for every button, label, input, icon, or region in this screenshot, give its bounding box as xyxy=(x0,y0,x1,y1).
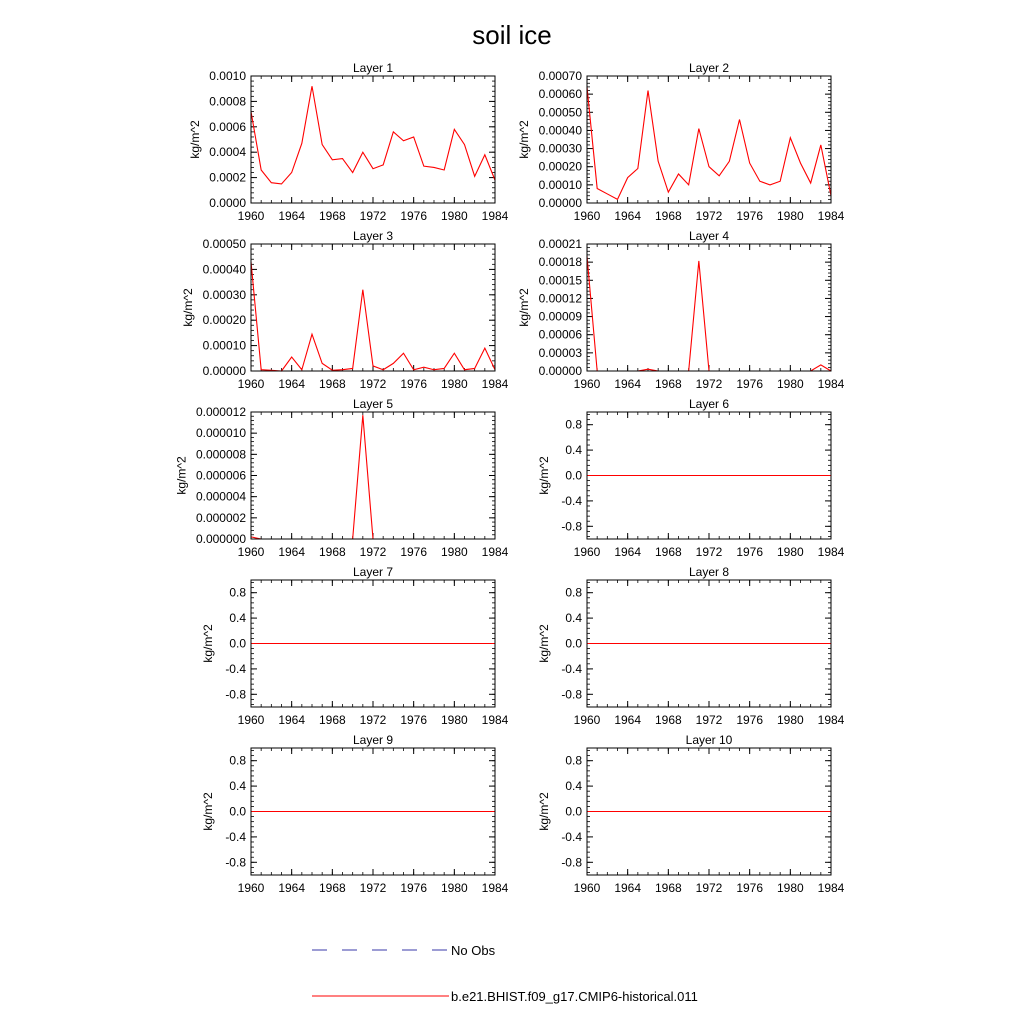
x-tick-label: 1968 xyxy=(318,881,346,895)
x-tick-label: 1964 xyxy=(278,209,306,223)
legend-model-label: b.e21.BHIST.f09_g17.CMIP6-historical.011 xyxy=(451,989,698,1004)
x-tick-label: 1976 xyxy=(736,713,764,727)
y-axis-label: kg/m^2 xyxy=(537,624,552,663)
y-tick-label: 0.00006 xyxy=(538,327,582,342)
y-tick-label: 0.4 xyxy=(229,779,246,794)
y-tick-label: 0.00070 xyxy=(538,69,582,83)
y-tick-label: 0.00021 xyxy=(538,237,582,251)
x-tick-label: 1976 xyxy=(736,881,764,895)
x-tick-label: 1980 xyxy=(440,881,468,895)
y-tick-label: 0.8 xyxy=(229,585,246,600)
x-tick-label: 1972 xyxy=(359,545,387,559)
y-tick-label: -0.8 xyxy=(225,687,246,702)
x-tick-label: 1964 xyxy=(278,545,306,559)
x-tick-label: 1972 xyxy=(695,209,723,223)
y-axis-label: kg/m^2 xyxy=(517,288,532,327)
y-axis-label: kg/m^2 xyxy=(201,624,216,663)
x-tick-label: 1960 xyxy=(573,377,601,391)
x-tick-label: 1980 xyxy=(440,209,468,223)
y-tick-label: 0.000012 xyxy=(195,405,246,419)
y-axis-label: kg/m^2 xyxy=(201,792,216,831)
y-tick-label: -0.4 xyxy=(561,493,582,508)
x-tick-label: 1976 xyxy=(736,377,764,391)
y-tick-label: 0.0010 xyxy=(209,69,246,83)
y-tick-label: 0.00040 xyxy=(202,262,246,277)
y-tick-label: 0.00030 xyxy=(202,287,246,302)
y-tick-label: 0.0 xyxy=(565,636,582,651)
x-tick-label: 1968 xyxy=(318,209,346,223)
x-tick-label: 1984 xyxy=(481,545,509,559)
panel-title: Layer 7 xyxy=(352,565,394,579)
x-tick-label: 1972 xyxy=(695,377,723,391)
y-tick-label: 0.4 xyxy=(565,611,582,626)
x-tick-label: 1960 xyxy=(573,545,601,559)
x-tick-label: 1964 xyxy=(614,881,642,895)
y-tick-label: 0.8 xyxy=(565,753,582,768)
y-tick-label: 0.0 xyxy=(565,468,582,483)
y-axis-label: kg/m^2 xyxy=(537,456,552,495)
panel-8 xyxy=(537,565,844,727)
x-tick-label: 1968 xyxy=(654,209,682,223)
x-tick-label: 1984 xyxy=(817,881,845,895)
x-tick-label: 1976 xyxy=(400,377,428,391)
y-tick-label: -0.4 xyxy=(561,829,582,844)
x-tick-label: 1980 xyxy=(776,209,804,223)
legend xyxy=(312,943,698,1004)
y-axis-label: kg/m^2 xyxy=(537,792,552,831)
x-tick-label: 1972 xyxy=(359,881,387,895)
x-tick-label: 1976 xyxy=(736,545,764,559)
panel-title: Layer 10 xyxy=(685,733,733,747)
x-tick-label: 1964 xyxy=(614,713,642,727)
y-tick-label: 0.0002 xyxy=(209,170,246,185)
plot-frame xyxy=(251,244,495,371)
y-tick-label: 0.00000 xyxy=(202,364,246,378)
y-axis-label: kg/m^2 xyxy=(187,120,202,159)
x-tick-label: 1964 xyxy=(614,209,642,223)
y-tick-label: 0.00010 xyxy=(202,338,246,353)
panel-10 xyxy=(537,733,844,895)
panel-title: Layer 4 xyxy=(688,229,730,243)
y-tick-label: 0.0 xyxy=(229,636,246,651)
y-tick-label: -0.8 xyxy=(561,687,582,702)
x-tick-label: 1984 xyxy=(481,713,509,727)
panel-1 xyxy=(188,61,509,223)
x-tick-label: 1960 xyxy=(237,713,265,727)
panel-title: Layer 2 xyxy=(688,61,730,75)
y-tick-label: 0.00050 xyxy=(202,237,246,251)
panel-4 xyxy=(517,229,845,391)
y-tick-label: 0.0 xyxy=(565,804,582,819)
y-tick-label: 0.000010 xyxy=(195,426,246,441)
x-tick-label: 1984 xyxy=(817,377,845,391)
plot-frame xyxy=(587,244,831,371)
panel-3 xyxy=(181,229,509,391)
panel-title: Layer 6 xyxy=(688,397,730,411)
x-tick-label: 1980 xyxy=(440,713,468,727)
y-tick-label: 0.000004 xyxy=(195,489,246,504)
x-tick-label: 1964 xyxy=(614,377,642,391)
y-tick-label: 0.00000 xyxy=(538,196,582,210)
x-tick-label: 1968 xyxy=(654,713,682,727)
y-tick-label: 0.00020 xyxy=(202,313,246,328)
x-tick-label: 1960 xyxy=(237,209,265,223)
y-tick-label: 0.0008 xyxy=(209,94,246,109)
panel-title: Layer 8 xyxy=(688,565,730,579)
y-tick-label: 0.00012 xyxy=(538,291,582,306)
x-tick-label: 1984 xyxy=(481,377,509,391)
y-tick-label: 0.000008 xyxy=(195,447,246,462)
x-tick-label: 1976 xyxy=(400,545,428,559)
y-tick-label: 0.00030 xyxy=(538,141,582,156)
x-tick-label: 1984 xyxy=(817,545,845,559)
x-tick-label: 1960 xyxy=(573,209,601,223)
x-tick-label: 1968 xyxy=(654,377,682,391)
y-tick-label: 0.0004 xyxy=(209,145,246,160)
y-tick-label: 0.00050 xyxy=(538,105,582,120)
x-tick-label: 1976 xyxy=(400,209,428,223)
y-tick-label: 0.0 xyxy=(229,804,246,819)
y-tick-label: 0.00010 xyxy=(538,177,582,192)
y-tick-label: 0.00003 xyxy=(538,345,582,360)
y-tick-label: 0.4 xyxy=(229,611,246,626)
y-tick-label: 0.000002 xyxy=(195,510,246,525)
y-axis-label: kg/m^2 xyxy=(181,288,196,327)
panel-title: Layer 5 xyxy=(352,397,394,411)
x-tick-label: 1968 xyxy=(318,545,346,559)
series-line xyxy=(251,262,495,371)
y-tick-label: 0.000006 xyxy=(195,468,246,483)
x-tick-label: 1976 xyxy=(736,209,764,223)
x-tick-label: 1964 xyxy=(614,545,642,559)
y-tick-label: 0.00018 xyxy=(538,255,582,270)
x-tick-label: 1980 xyxy=(776,377,804,391)
x-tick-label: 1960 xyxy=(237,545,265,559)
y-tick-label: 0.00040 xyxy=(538,123,582,138)
x-tick-label: 1972 xyxy=(359,377,387,391)
panel-5 xyxy=(174,397,508,559)
y-tick-label: 0.4 xyxy=(565,443,582,458)
x-tick-label: 1976 xyxy=(400,713,428,727)
y-tick-label: -0.8 xyxy=(561,855,582,870)
figure-title: soil ice xyxy=(472,20,552,50)
panel-grid xyxy=(174,61,844,895)
x-tick-label: 1960 xyxy=(573,881,601,895)
y-tick-label: -0.8 xyxy=(561,519,582,534)
x-tick-label: 1972 xyxy=(695,881,723,895)
y-tick-label: 0.4 xyxy=(565,779,582,794)
panel-6 xyxy=(537,397,844,559)
plot-frame xyxy=(587,76,831,203)
x-tick-label: 1976 xyxy=(400,881,428,895)
y-tick-label: 0.8 xyxy=(229,753,246,768)
y-tick-label: -0.4 xyxy=(561,661,582,676)
x-tick-label: 1972 xyxy=(695,545,723,559)
x-tick-label: 1980 xyxy=(776,713,804,727)
y-axis-label: kg/m^2 xyxy=(517,120,532,159)
y-axis-label: kg/m^2 xyxy=(174,456,189,495)
y-tick-label: -0.4 xyxy=(225,661,246,676)
y-tick-label: 0.8 xyxy=(565,417,582,432)
panel-title: Layer 3 xyxy=(352,229,394,243)
x-tick-label: 1968 xyxy=(318,377,346,391)
x-tick-label: 1964 xyxy=(278,713,306,727)
x-tick-label: 1984 xyxy=(481,209,509,223)
y-tick-label: 0.00060 xyxy=(538,87,582,102)
x-tick-label: 1968 xyxy=(654,545,682,559)
x-tick-label: 1960 xyxy=(237,881,265,895)
y-tick-label: 0.00020 xyxy=(538,159,582,174)
x-tick-label: 1968 xyxy=(654,881,682,895)
panel-title: Layer 1 xyxy=(352,61,394,75)
x-tick-label: 1960 xyxy=(573,713,601,727)
x-tick-label: 1972 xyxy=(359,209,387,223)
panel-title: Layer 9 xyxy=(352,733,394,747)
x-tick-label: 1984 xyxy=(481,881,509,895)
legend-no-obs-label: No Obs xyxy=(451,943,496,958)
x-tick-label: 1964 xyxy=(278,377,306,391)
panel-2 xyxy=(517,61,845,223)
y-tick-label: -0.8 xyxy=(225,855,246,870)
y-tick-label: 0.0006 xyxy=(209,119,246,134)
series-line xyxy=(587,256,831,371)
y-tick-label: 0.0000 xyxy=(209,196,246,210)
panel-7 xyxy=(201,565,508,727)
y-tick-label: 0.8 xyxy=(565,585,582,600)
x-tick-label: 1984 xyxy=(817,209,845,223)
series-line xyxy=(251,415,495,539)
x-tick-label: 1968 xyxy=(318,713,346,727)
y-tick-label: -0.4 xyxy=(225,829,246,844)
series-line xyxy=(587,87,831,199)
x-tick-label: 1980 xyxy=(440,545,468,559)
x-tick-label: 1984 xyxy=(817,713,845,727)
x-tick-label: 1980 xyxy=(776,881,804,895)
x-tick-label: 1972 xyxy=(695,713,723,727)
panel-9 xyxy=(201,733,508,895)
y-tick-label: 0.00015 xyxy=(538,273,582,288)
x-tick-label: 1980 xyxy=(440,377,468,391)
y-tick-label: 0.000000 xyxy=(195,532,246,546)
y-tick-label: 0.00000 xyxy=(538,364,582,378)
x-tick-label: 1972 xyxy=(359,713,387,727)
y-tick-label: 0.00009 xyxy=(538,309,582,324)
x-tick-label: 1964 xyxy=(278,881,306,895)
plot-frame xyxy=(251,412,495,539)
series-line xyxy=(251,86,495,184)
plot-frame xyxy=(251,76,495,203)
x-tick-label: 1960 xyxy=(237,377,265,391)
x-tick-label: 1980 xyxy=(776,545,804,559)
